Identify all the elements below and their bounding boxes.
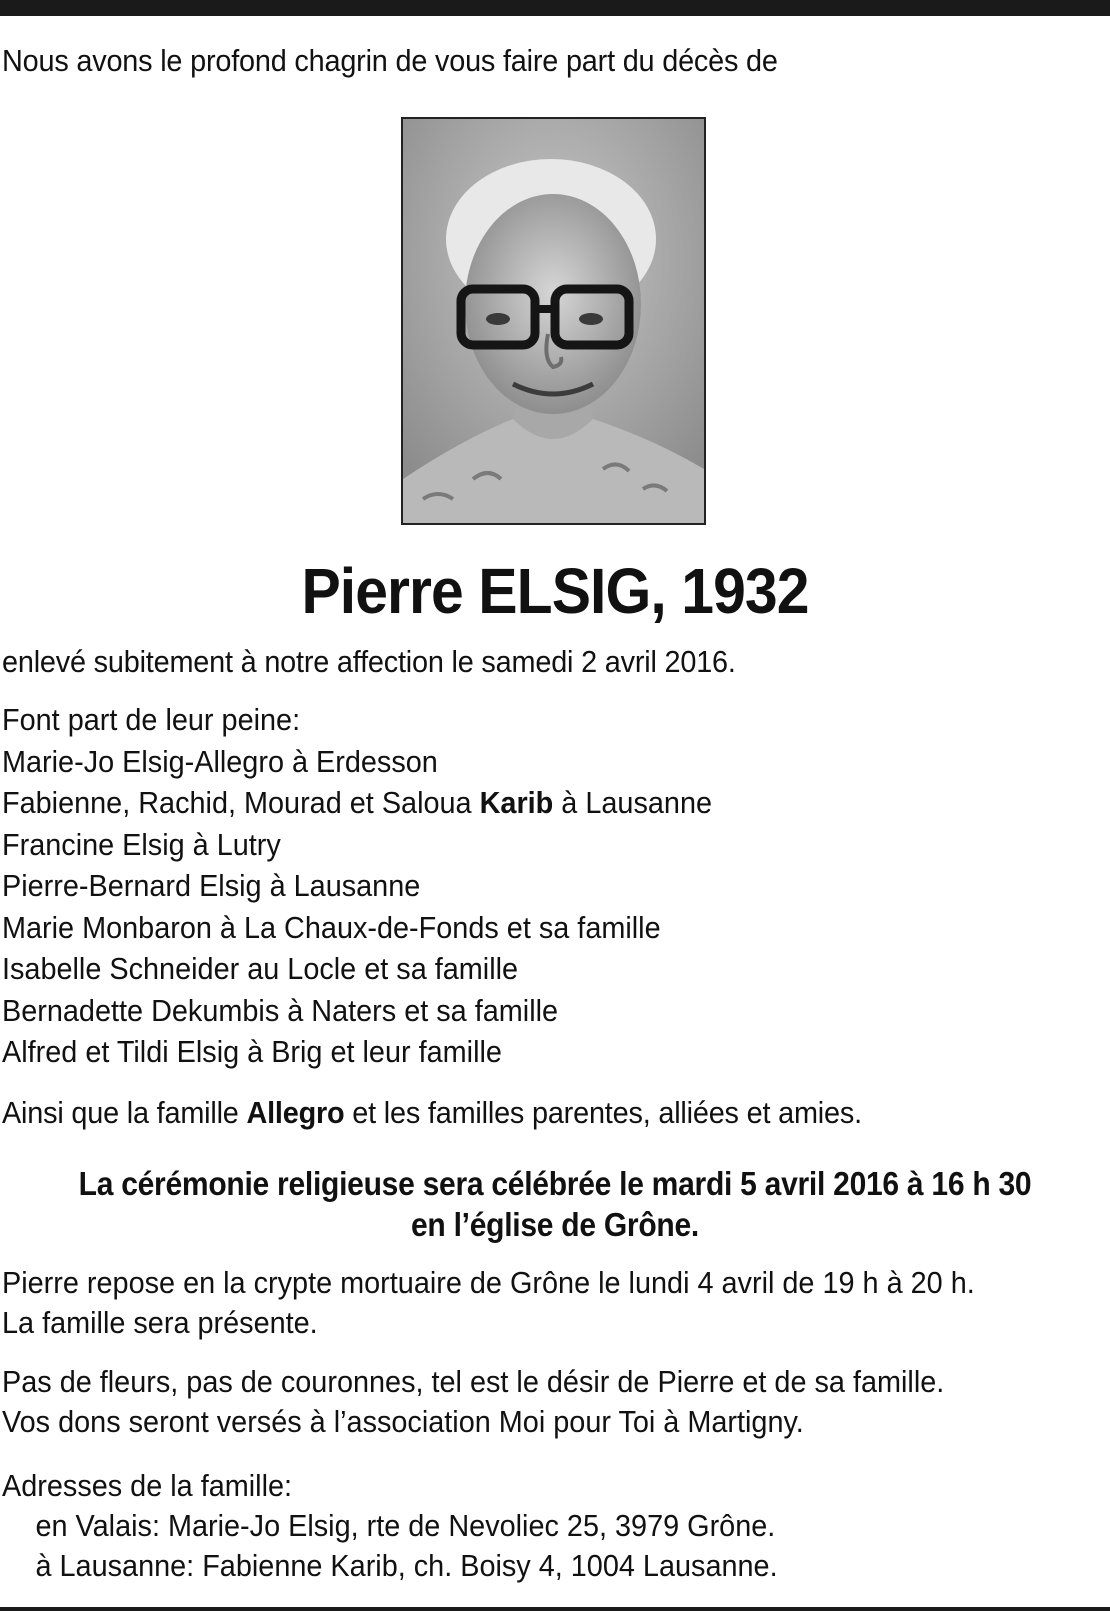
visitation-line: La famille sera présente. — [2, 1305, 318, 1340]
mourner-line: Marie Monbaron à La Chaux-de-Fonds et sa famille — [2, 909, 661, 945]
portrait-illustration — [403, 119, 704, 523]
mourner-line: Alfred et Tildi Elsig à Brig et leur famille — [2, 1034, 502, 1069]
also-text: Ainsi que la famille — [2, 1095, 247, 1130]
subtitle-text: enlevé subitement à notre affection le samedi 2 avril 2016. — [2, 644, 736, 679]
mourner-line: Pierre-Bernard Elsig à Lausanne — [2, 868, 421, 903]
mourners-list — [2, 699, 712, 1073]
family-addresses — [2, 1466, 778, 1586]
portrait-photo — [401, 117, 706, 525]
address-lausanne: à Lausanne: Fabienne Karib, ch. Boisy 4, 1004 Lausanne. — [35, 1548, 778, 1583]
bottom-rule — [0, 1607, 1110, 1611]
ceremony-notice — [50, 1163, 1060, 1245]
ceremony-line: en l’église de Grône. — [411, 1206, 699, 1243]
mourner-line: Marie-Jo Elsig-Allegro à Erdesson — [2, 743, 438, 779]
mourner-line: Isabelle Schneider au Locle et sa famille — [2, 951, 519, 986]
address-valais: en Valais: Marie-Jo Elsig, rte de Nevoliec 25, 3979 Grône. — [35, 1508, 776, 1543]
wishes-text — [2, 1362, 944, 1442]
family-name-bold: Allegro — [246, 1095, 345, 1130]
also-text: et les familles parentes, alliées et amies. — [344, 1095, 862, 1130]
also-families-text — [2, 1092, 862, 1133]
visitation-text — [2, 1263, 975, 1343]
mourners-heading: Font part de leur peine: — [2, 702, 301, 737]
mourner-line: Francine Elsig à Lutry — [2, 826, 281, 862]
addresses-heading: Adresses de la famille: — [2, 1468, 293, 1503]
deceased-name: Pierre ELSIG, 1932 — [301, 555, 809, 627]
intro-text: Nous avons le profond chagrin de vous faire part du décès de — [2, 43, 778, 78]
mourner-line-text: à Lausanne — [553, 785, 713, 820]
mourner-line — [2, 782, 712, 824]
top-rule — [0, 0, 1110, 16]
visitation-line: Pierre repose en la crypte mortuaire de Grône le lundi 4 avril de 19 h à 20 h. — [2, 1265, 975, 1300]
wishes-line: Vos dons seront versés à l’association Moi pour Toi à Martigny. — [2, 1404, 804, 1439]
ceremony-line: La cérémonie religieuse sera célébrée le mardi 5 avril 2016 à 16 h 30 — [78, 1165, 1032, 1202]
mourner-line-text: Fabienne, Rachid, Mourad et Saloua — [2, 785, 480, 820]
mourner-surname-bold: Karib — [479, 785, 554, 820]
mourner-line: Bernadette Dekumbis à Naters et sa famille — [2, 992, 559, 1028]
wishes-line: Pas de fleurs, pas de couronnes, tel est le désir de Pierre et de sa famille. — [2, 1364, 945, 1399]
